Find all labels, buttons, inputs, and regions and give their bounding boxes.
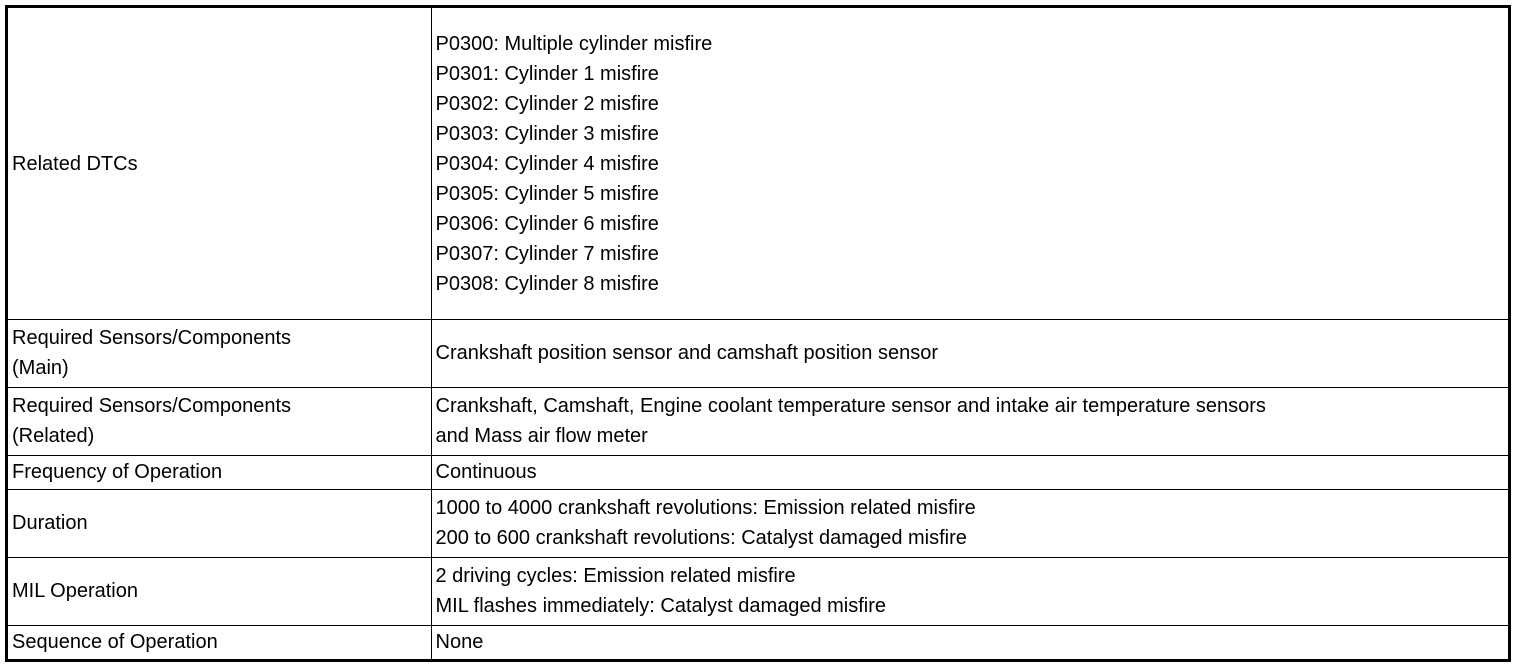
value-line: 200 to 600 crankshaft revolutions: Catalyst damaged misfire <box>435 527 967 550</box>
table-row-sensors-main <box>8 320 1508 388</box>
label-line: Required Sensors/Components <box>12 327 292 350</box>
label-line: Required Sensors/Components <box>12 395 292 418</box>
value-line: Crankshaft position sensor and camshaft position sensor <box>435 342 938 365</box>
dtc-line: P0300: Multiple cylinder misfire <box>435 32 713 55</box>
row-value-sensors-main <box>431 320 1508 388</box>
label-line: (Main) <box>12 357 69 380</box>
dtc-line: P0304: Cylinder 4 misfire <box>435 152 659 175</box>
dtc-info-table-frame <box>5 5 1511 662</box>
table-row-sensors-related <box>8 387 1508 455</box>
row-value-duration <box>431 490 1508 558</box>
value-line: 2 driving cycles: Emission related misfire <box>435 565 796 588</box>
value-line: Crankshaft, Camshaft, Engine coolant temperature sensor and intake air temperature sensors <box>435 395 1266 418</box>
row-label-mil-operation: MIL Operation <box>8 557 431 625</box>
dtc-line: P0305: Cylinder 5 misfire <box>435 182 659 205</box>
dtc-line: P0303: Cylinder 3 misfire <box>435 122 659 145</box>
dtc-line: P0307: Cylinder 7 misfire <box>435 242 659 265</box>
row-value-mil-operation <box>431 557 1508 625</box>
row-label-sequence: Sequence of Operation <box>8 625 431 659</box>
dtc-line: P0308: Cylinder 8 misfire <box>435 272 659 295</box>
dtc-line: P0301: Cylinder 1 misfire <box>435 62 659 85</box>
value-line: MIL flashes immediately: Catalyst damaged misfire <box>435 595 887 618</box>
row-label-sensors-related <box>8 387 431 455</box>
row-value-sensors-related <box>431 387 1508 455</box>
row-value-frequency <box>431 455 1508 489</box>
dtc-info-table <box>8 8 1508 659</box>
row-label-frequency: Frequency of Operation <box>8 455 431 489</box>
row-label-related-dtcs: Related DTCs <box>8 8 431 320</box>
table-row-sequence <box>8 625 1508 659</box>
table-row-duration <box>8 490 1508 558</box>
dtc-line: P0302: Cylinder 2 misfire <box>435 92 659 115</box>
label-line: (Related) <box>12 425 95 448</box>
row-label-sensors-main <box>8 320 431 388</box>
table-row-frequency <box>8 455 1508 489</box>
row-value-related-dtcs <box>431 8 1508 320</box>
table-row-mil-operation <box>8 557 1508 625</box>
value-line: Continuous <box>435 461 537 484</box>
table-row-related-dtcs <box>8 8 1508 320</box>
value-line: None <box>435 631 484 654</box>
row-value-sequence <box>431 625 1508 659</box>
value-line: and Mass air flow meter <box>435 425 648 448</box>
value-line: 1000 to 4000 crankshaft revolutions: Emission related misfire <box>435 497 976 520</box>
dtc-line: P0306: Cylinder 6 misfire <box>435 212 659 235</box>
row-label-duration: Duration <box>8 490 431 558</box>
